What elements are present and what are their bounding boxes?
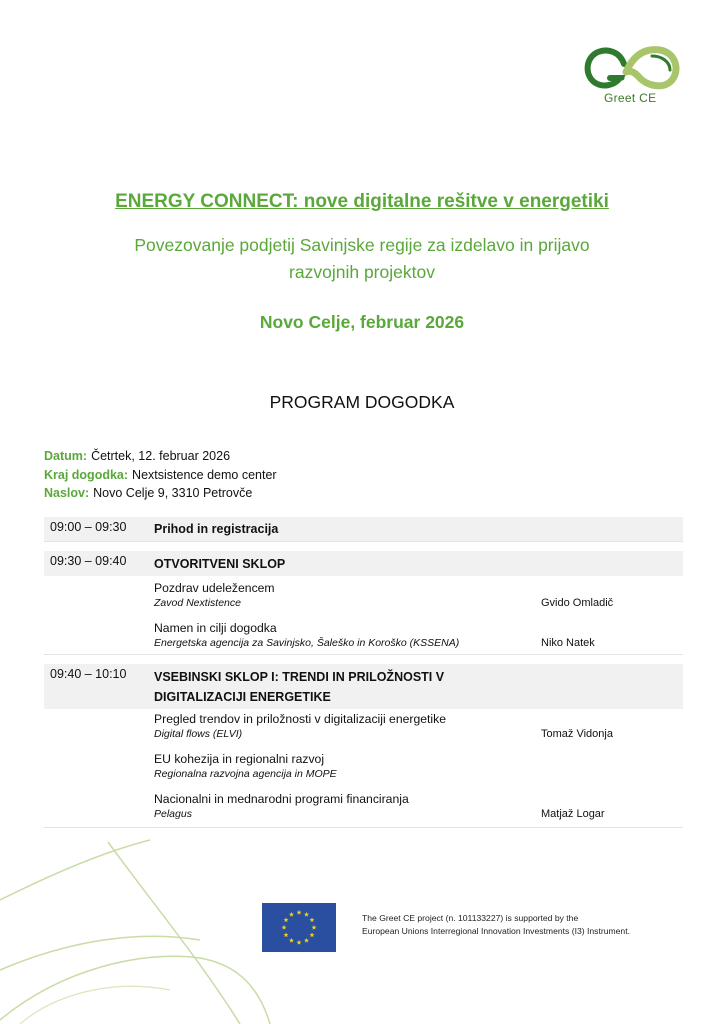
agenda-item-speaker: Tomaž Vidonja xyxy=(541,728,613,740)
agenda-item xyxy=(44,751,683,781)
agenda-item xyxy=(44,791,683,821)
schedule-block xyxy=(44,551,683,655)
schedule-block-header xyxy=(44,517,683,541)
agenda-item-title: EU kohezija in regionalni razvoj xyxy=(154,752,325,766)
date-value: Četrtek, 12. februar 2026 xyxy=(91,449,231,463)
event-title: ENERGY CONNECT: nove digitalne rešitve v energetiki xyxy=(115,191,609,212)
agenda-item-title: Pregled trendov in priložnosti v digitalizaciji energetike xyxy=(154,712,446,726)
venue-value: Nextsistence demo center xyxy=(132,467,277,482)
agenda-item-text xyxy=(154,580,541,610)
subtitle-line-2: razvojnih projektov xyxy=(289,262,435,282)
agenda-item-text xyxy=(154,791,541,821)
date-row xyxy=(44,447,277,466)
agenda-item-org: Digital flows (ELVI) xyxy=(154,728,243,740)
agenda-item-speaker: Gvido Omladič xyxy=(541,597,614,609)
schedule-block-header xyxy=(44,664,683,709)
logo-text: Greet CE xyxy=(604,91,657,105)
place-date: Novo Celje, februar 2026 xyxy=(259,312,465,332)
agenda-item-org: Zavod Nextistence xyxy=(154,597,241,609)
block-title: VSEBINSKI SKLOP I: TRENDI IN PRILOŽNOSTI V DIGITALIZACIJI ENERGETIKE xyxy=(154,670,445,704)
subtitle-line-1: Povezovanje podjetij Savinjske regije za izdelavo in prijavo xyxy=(134,235,590,255)
event-info xyxy=(44,447,277,503)
program-heading: PROGRAM DOGODKA xyxy=(269,392,455,412)
block-time: 09:40 – 10:10 xyxy=(50,667,127,681)
agenda-item-org: Pelagus xyxy=(154,808,192,820)
agenda-item-text xyxy=(154,620,541,650)
date-label: Datum: xyxy=(44,449,88,463)
agenda-item xyxy=(44,580,683,610)
agenda-item-title: Namen in cilji dogodka xyxy=(154,621,277,635)
block-time: 09:30 – 09:40 xyxy=(50,554,127,568)
agenda-item-org: Regionalna razvojna agencija in MOPE xyxy=(154,768,337,780)
agenda-item-speaker: Niko Natek xyxy=(541,637,595,649)
eu-statement-line-2: European Unions Interregional Innovation Investments (I3) Instrument. xyxy=(362,925,630,936)
venue-label: Kraj dogodka: xyxy=(44,467,129,482)
block-title: OTVORITVENI SKLOP xyxy=(154,557,286,571)
schedule-block xyxy=(44,664,683,828)
agenda-item-speaker: Matjaž Logar xyxy=(541,808,605,820)
agenda-item-title: Pozdrav udeležencem xyxy=(154,581,275,595)
eu-statement-line-1: The Greet CE project (n. 101133227) is supported by the xyxy=(362,913,579,923)
schedule-block-header xyxy=(44,551,683,576)
agenda-item-text xyxy=(154,751,541,781)
agenda-item xyxy=(44,620,683,650)
block-time: 09:00 – 09:30 xyxy=(50,520,127,534)
agenda-item-text xyxy=(154,711,541,741)
agenda-item-org: Energetska agencija za Savinjsko, Šaleško in Koroško (KSSENA) xyxy=(154,637,460,649)
eu-flag-icon xyxy=(262,903,336,952)
schedule-table xyxy=(44,517,683,828)
eu-funding-statement xyxy=(362,912,630,937)
address-label: Naslov: xyxy=(44,486,90,500)
event-subtitle xyxy=(100,232,624,286)
schedule-block xyxy=(44,517,683,542)
agenda-item xyxy=(44,711,683,741)
address-row xyxy=(44,484,277,503)
block-title: Prihod in registracija xyxy=(154,522,279,536)
agenda-item-title: Nacionalni in mednarodni programi financiranja xyxy=(154,792,409,806)
venue-row xyxy=(44,466,277,485)
address-value: Novo Celje 9, 3310 Petrovče xyxy=(93,486,253,500)
